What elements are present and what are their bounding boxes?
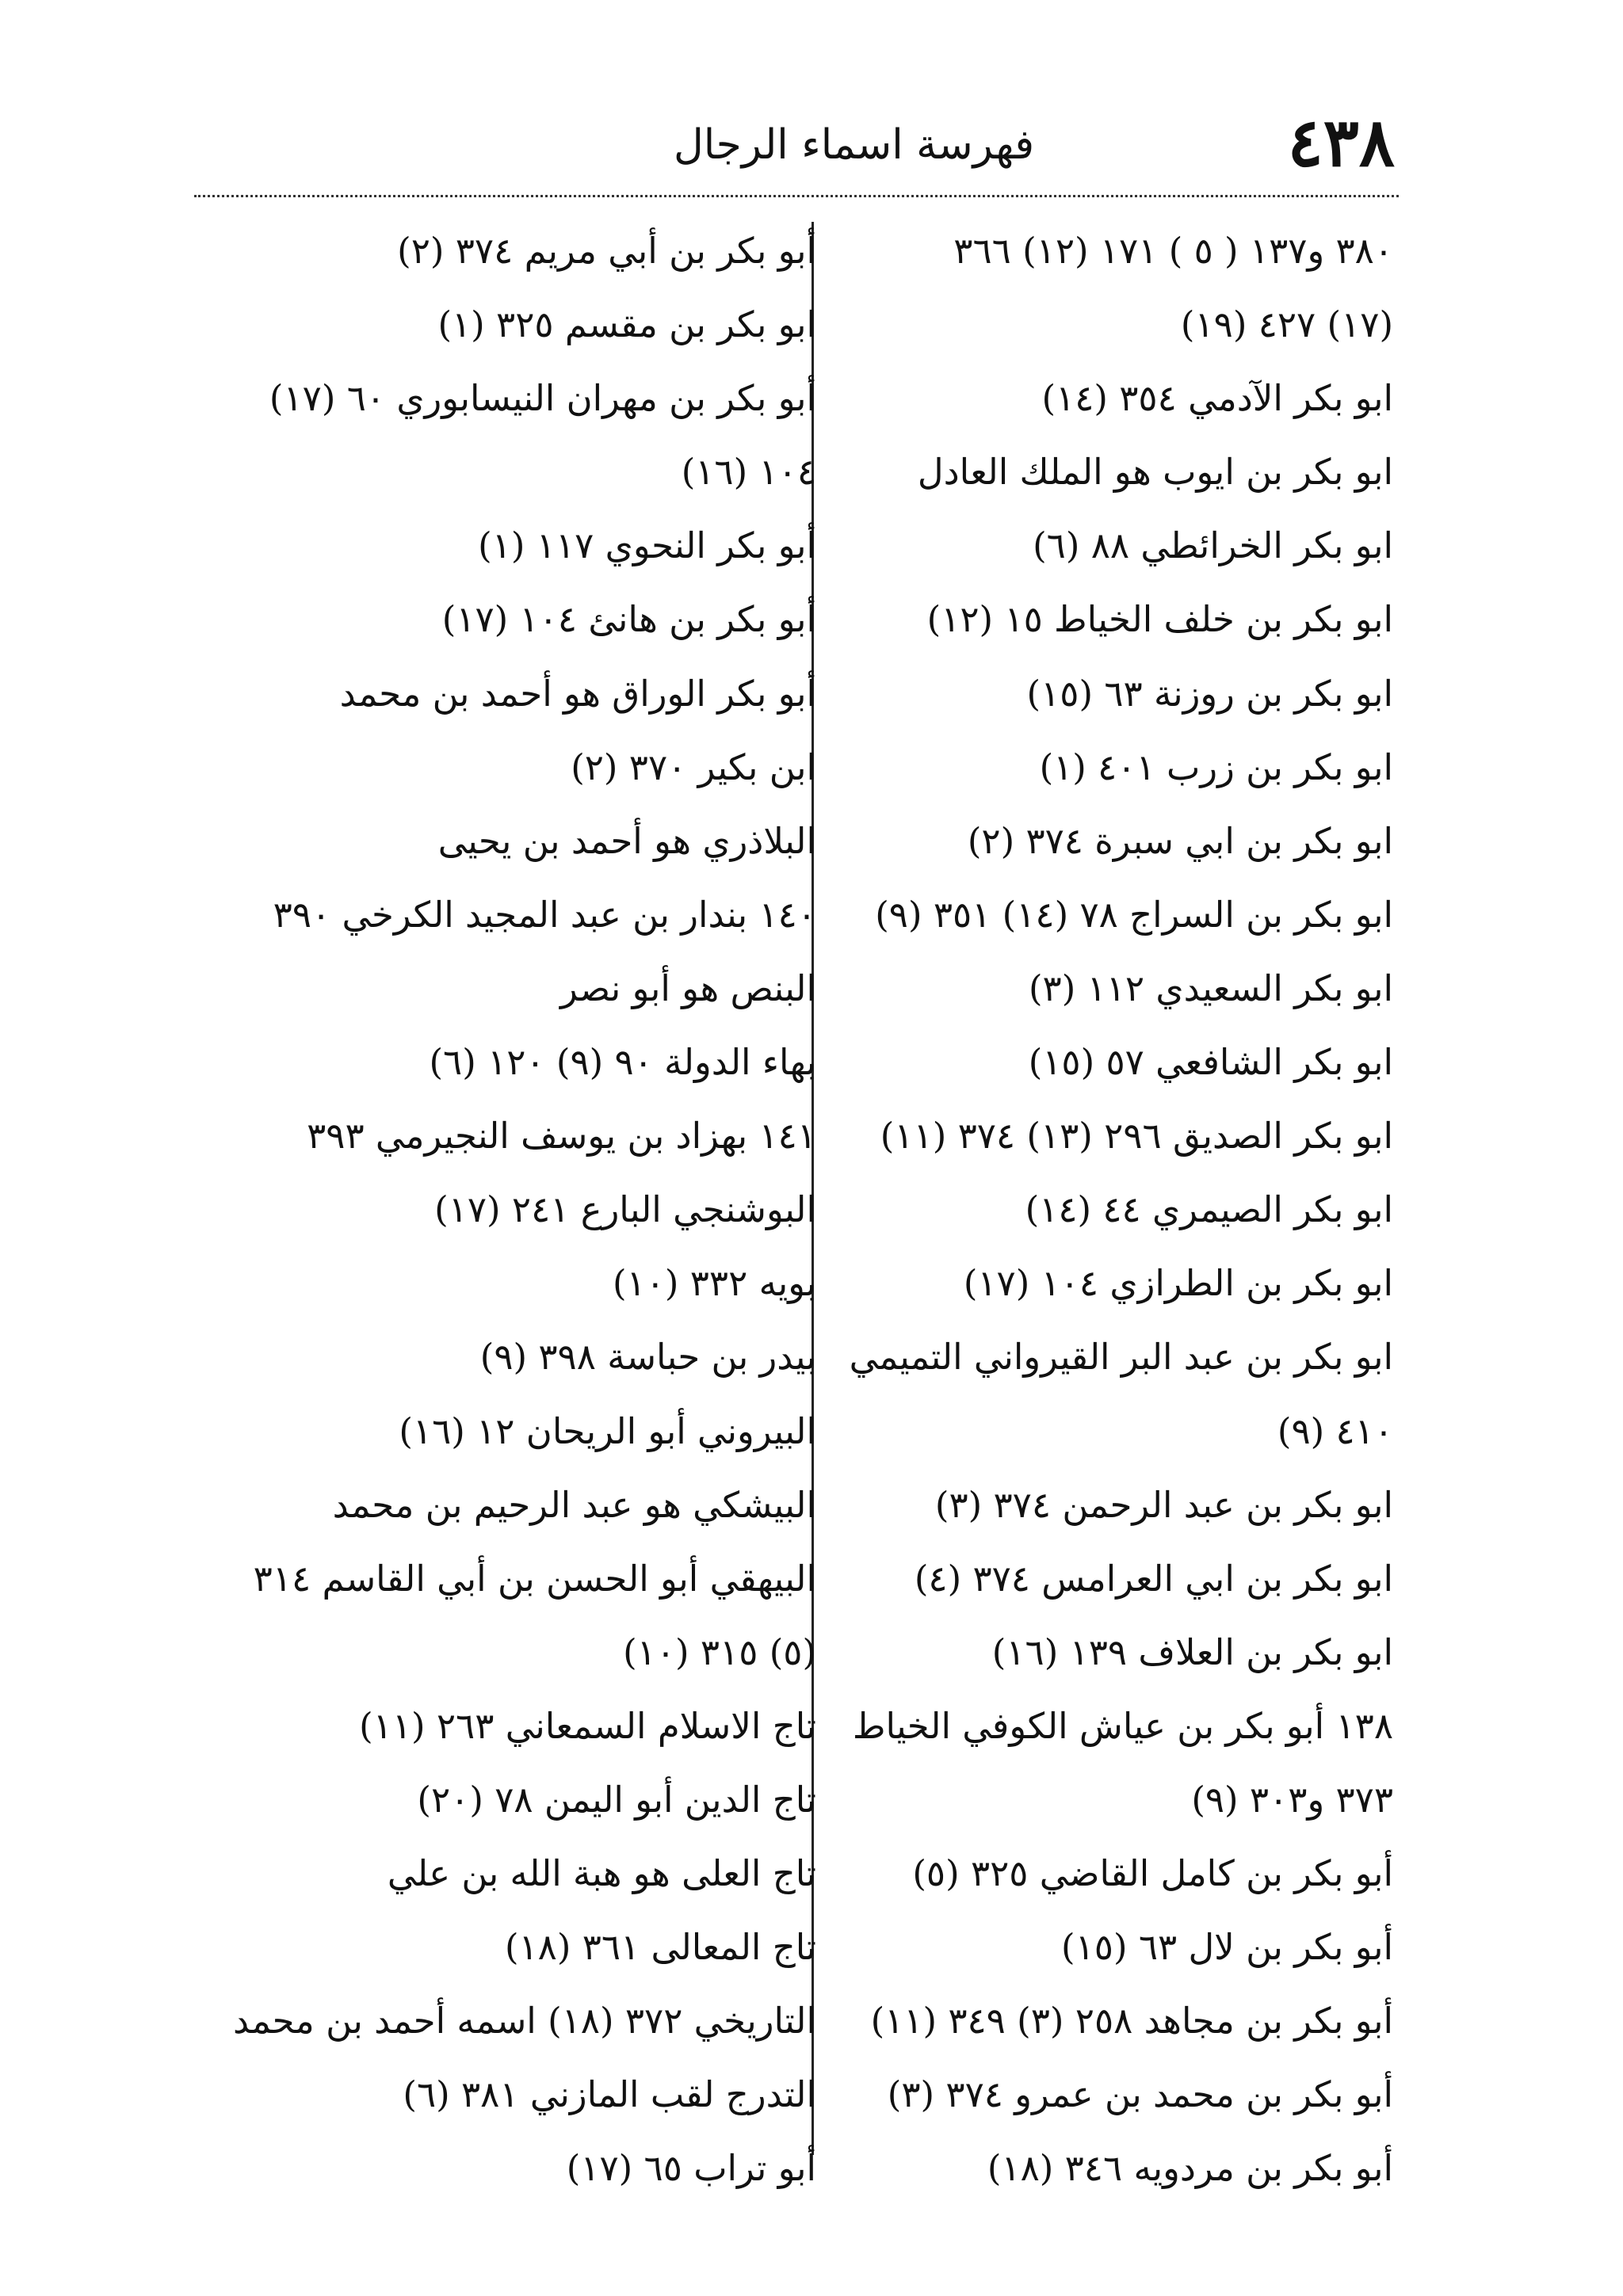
index-entry: ابو بكر بن خلف الخياط ١٥ (١٢) — [926, 598, 1393, 641]
index-entry: أبو بكر بن مهران النيسابوري ٦٠ (١٧) — [269, 377, 816, 420]
index-entry: أبو بكر بن لال ٦٣ (١٥) — [1061, 1926, 1393, 1969]
index-column-left — [230, 214, 816, 2206]
index-entry: ابن بكير ٣٧٠ (٢) — [571, 746, 816, 788]
index-entry: ١٣٨ أبو بكر بن عياش الكوفي الخياط — [852, 1704, 1393, 1747]
index-entry: ابو بكر بن روزنة ٦٣ (١٥) — [1026, 672, 1393, 715]
index-entry: ١٤٠ بندار بن عبد المجيد الكرخي ٣٩٠ — [273, 893, 816, 936]
index-entry: أبو بكر بن كامل القاضي ٣٢٥ (٥) — [912, 1852, 1393, 1895]
index-entry: ابو بكر الشافعي ٥٧ (١٥) — [1028, 1041, 1393, 1084]
index-column-right — [807, 214, 1393, 2206]
page-header — [222, 103, 1395, 182]
index-entry: أبو بكر النحوي ١١٧ (١) — [478, 524, 816, 567]
index-entry: البلاذري هو أحمد بن يحيى — [437, 819, 816, 862]
index-entry: التدرج لقب المازني ٣٨١ (٦) — [403, 2073, 816, 2116]
index-entry: أبو بكر بن مجاهد ٢٥٨ (٣) ٣٤٩ (١١) — [870, 2000, 1393, 2042]
index-entry: ابو بكر بن مقسم ٣٢٥ (١) — [437, 303, 816, 346]
index-entry: أبو بكر الوراق هو أحمد بن محمد — [339, 672, 816, 715]
running-title: فهرسة اسماء الرجال — [674, 121, 1035, 169]
index-entry: البيهقي أبو الحسن بن أبي القاسم ٣١٤ — [253, 1557, 816, 1600]
index-entry: (١٧) ٤٢٧ (١٩) — [1180, 303, 1393, 346]
page-number: ٤٣٨ — [1287, 103, 1395, 181]
index-entry-continuation: ٤١٠ (٩) — [1277, 1409, 1393, 1452]
index-entry: ابو بكر الآدمي ٣٥٤ (١٤) — [1041, 377, 1393, 420]
index-entry: ابو بكر الخرائطي ٨٨ (٦) — [1033, 524, 1393, 567]
index-entry: بيدر بن حباسة ٣٩٨ (٩) — [479, 1336, 816, 1379]
index-entry: البيشكي هو عبد الرحيم بن محمد — [332, 1483, 816, 1526]
index-entry: ابو بكر الصيمري ٤٤ (١٤) — [1025, 1188, 1393, 1231]
index-entry: ابو بكر السعيدي ١١٢ (٣) — [1028, 967, 1393, 1009]
index-entry: ابو بكر بن ايوب هو الملك العادل — [917, 451, 1393, 494]
index-entry: البيروني أبو الريحان ١٢ (١٦) — [399, 1409, 816, 1452]
index-entry: ابو بكر بن العلاف ١٣٩ (١٦) — [991, 1630, 1393, 1673]
index-entry: تاج الاسلام السمعاني ٢٦٣ (١١) — [359, 1704, 816, 1747]
index-entry: ابو بكر بن زرب ٤٠١ (١) — [1039, 746, 1393, 788]
index-entry: أبو بكر بن مردويه ٣٤٦ (١٨) — [987, 2147, 1393, 2190]
index-entry: تاج الدين أبو اليمن ٧٨ (٢٠) — [417, 1778, 816, 1821]
index-entry: ٣٨٠ و١٣٧ ( ٥ ) ١٧١ (١٢) ٣٦٦ — [953, 230, 1393, 272]
index-entry: أبو بكر بن أبي مريم ٣٧٤ (٢) — [397, 230, 816, 272]
header-rule — [194, 195, 1399, 197]
index-entry: بويه ٣٣٢ (١٠) — [612, 1262, 816, 1305]
index-entry: البوشنجي البارع ٢٤١ (١٧) — [434, 1188, 816, 1231]
index-entry: البنص هو أبو نصر — [559, 967, 816, 1009]
index-entry: ابو بكر بن عبد البر القيرواني التميمي — [849, 1336, 1393, 1379]
index-entry: تاج العلى هو هبة الله بن علي — [387, 1852, 816, 1895]
index-entry: أبو بكر بن هانئ ١٠٤ (١٧) — [441, 598, 816, 641]
index-entry: تاج المعالى ٣٦١ (١٨) — [504, 1926, 816, 1969]
index-entry: أبو تراب ٦٥ (١٧) — [566, 2147, 816, 2190]
index-entry: ابو بكر بن السراج ٧٨ (١٤) ٣٥١ (٩) — [875, 893, 1393, 936]
index-entry-continuation: ١٠٤ (١٦) — [681, 451, 816, 494]
index-entry: أبو بكر بن محمد بن عمرو ٣٧٤ (٣) — [887, 2073, 1393, 2116]
index-entry-continuation: ٣٧٣ و٣٠٣ (٩) — [1191, 1778, 1393, 1821]
index-entry-continuation: (٥) ٣١٥ (١٠) — [623, 1630, 816, 1673]
index-entry: ابو بكر الصديق ٢٩٦ (١٣) ٣٧٤ (١١) — [880, 1115, 1393, 1158]
index-entry: ابو بكر بن ابي سبرة ٣٧٤ (٢) — [967, 819, 1393, 862]
index-entry: ابو بكر بن ابي العرامس ٣٧٤ (٤) — [914, 1557, 1393, 1600]
index-entry: ١٤١ بهزاد بن يوسف النجيرمي ٣٩٣ — [307, 1115, 816, 1158]
index-entry: ابو بكر بن الطرازي ١٠٤ (١٧) — [963, 1262, 1393, 1305]
index-entry: ابو بكر بن عبد الرحمن ٣٧٤ (٣) — [934, 1483, 1393, 1526]
index-entry: بهاء الدولة ٩٠ (٩) ١٢٠ (٦) — [429, 1041, 816, 1084]
index-entry: التاريخي ٣٧٢ (١٨) اسمه أحمد بن محمد — [232, 2000, 816, 2042]
